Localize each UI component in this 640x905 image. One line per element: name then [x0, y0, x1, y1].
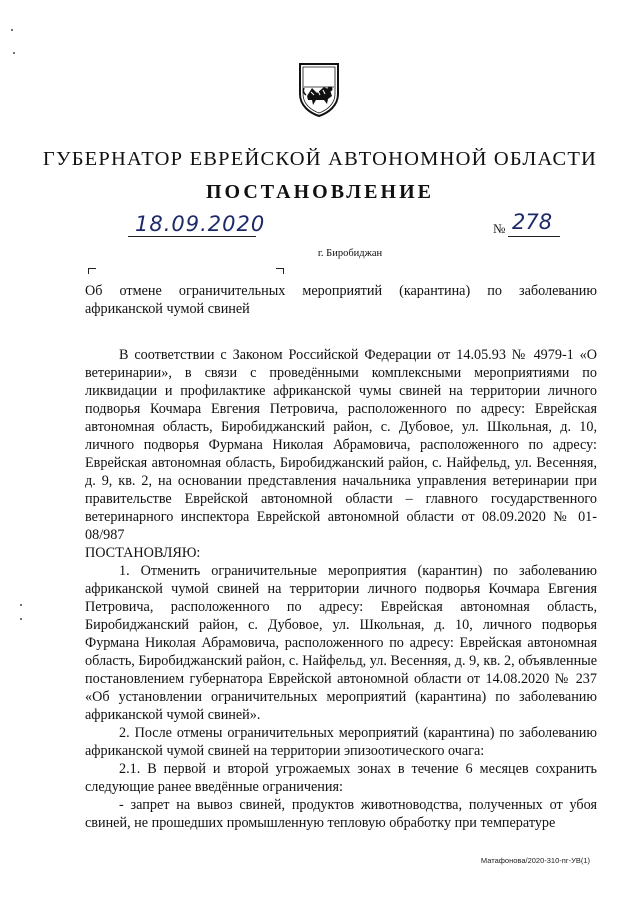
city-label: г. Биробиджан [317, 248, 383, 259]
item-1-paragraph: 1. Отменить ограничительные мероприятия (карантин) по заболеванию африканской чумой свиней на территории личного подворья Кочмара Евгения Петровича, расположенного по адресу: Еврейская автономная область, Биробиджанский район, с. Дубовое, ул. Школьная, д. 10, личного подворья Фурмана Николая Абрамовича, расположенного по адресу: Еврейская автономная область, Биробиджанский район, с. Найфельд, ул. Весенняя, д. 9, кв. 2, объявленные постановлением губернатора Еврейской автономной области от 14.08.2020 № 237 «Об установлении ограничительных мероприятий (карантина) по заболеванию африканской чумой свиней». [85, 563, 597, 723]
number-sign: № [493, 221, 506, 236]
document-date: 18.09.2020 [135, 212, 266, 236]
footer-reference: Матафонова/2020-310-пг-УВ(1) [480, 856, 590, 865]
document-number: 278 [512, 210, 553, 234]
item-2-1-paragraph: 2.1. В первой и второй угрожаемых зонах в течение 6 месяцев сохранить следующие ранее введённые ограничения: [85, 761, 597, 795]
number-underline [508, 236, 560, 237]
scan-speck [20, 604, 22, 606]
coat-of-arms-icon [297, 62, 341, 118]
decree-heading: ПОСТАНОВЛЯЮ: [85, 545, 201, 561]
item-2-paragraph: 2. После отмены ограничительных мероприятий (карантина) по заболеванию африканской чумой свиней на территории эпизоотического очага: [85, 725, 597, 759]
scan-speck [20, 618, 22, 620]
scan-speck [13, 52, 15, 54]
item-2-1-a-paragraph: - запрет на вывоз свиней, продуктов животноводства, полученных от убоя свиней, не прошедших промышленную тепловую обработку при температуре [85, 797, 597, 831]
preamble-paragraph: В соответствии с Законом Российской Федерации от 14.05.93 № 4979-1 «О ветеринарии», в связи с проведёнными комплексными мероприятиями по ликвидации и профилактике африканской чумы свиней на территории личного подворья Кочмара Евгения Петровича, расположенного по адресу: Еврейская автономная область, Биробиджанский район, с. Дубовое, ул. Школьная, д. 10, личного подворья Фурмана Николая Абрамовича, расположенного по адресу: Еврейская автономная область, Биробиджанский район, с. Найфельд, ул. Весенняя, д. 9, кв. 2, на основании представления начальника управления ветеринарии при правительстве Еврейской автономной области – главного государственного ветеринарного инспектора Еврейской автономной области от 08.09.2020 № 01-08/987 [85, 347, 597, 543]
bracket-left [88, 268, 96, 274]
date-underline [128, 236, 256, 237]
document-subject: Об отмене ограничительных мероприятий (карантина) по заболеванию африканской чумой свиней [85, 283, 597, 317]
scan-speck [11, 29, 13, 31]
governor-title: ГУБЕРНАТОР ЕВРЕЙСКОЙ АВТОНОМНОЙ ОБЛАСТИ [42, 148, 598, 170]
document-type-title: ПОСТАНОВЛЕНИЕ [206, 181, 434, 203]
bracket-right [276, 268, 284, 274]
document-body [85, 346, 597, 832]
